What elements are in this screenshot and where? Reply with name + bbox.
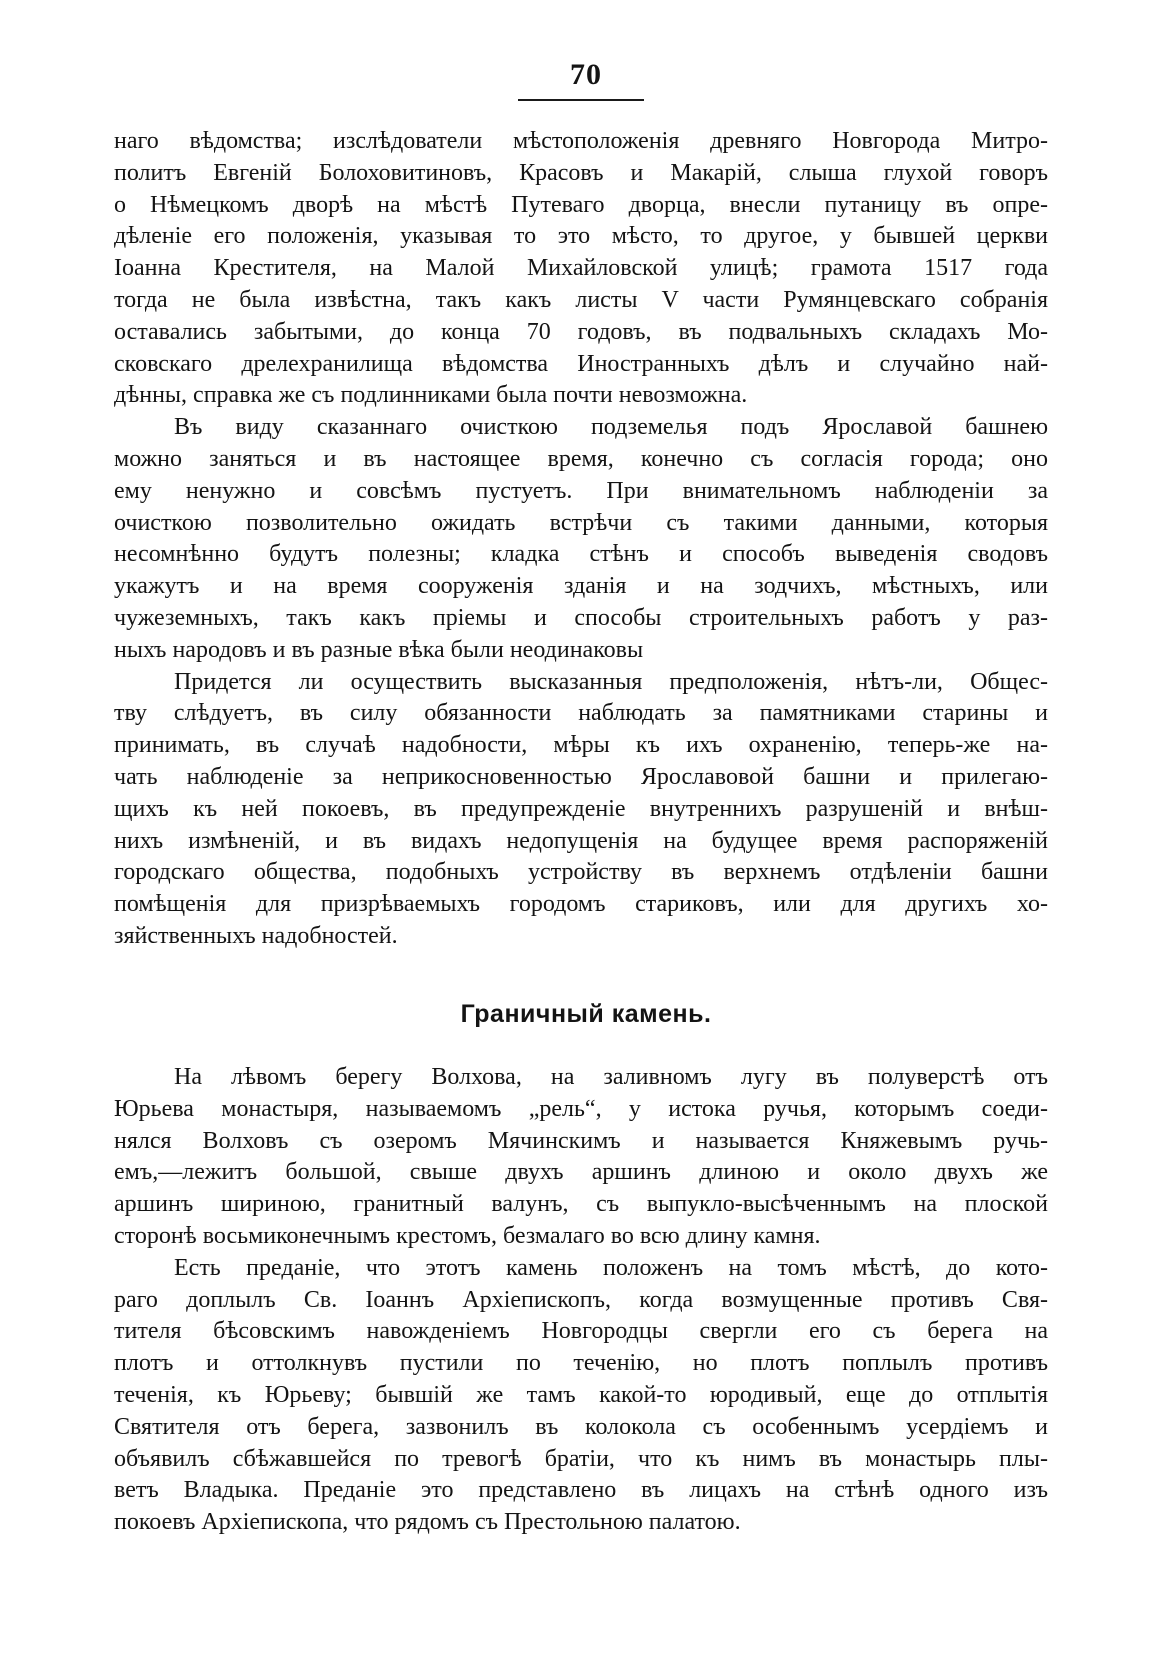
text-line: политъ Евгеній Болоховитиновъ, Красовъ и Макарій, слыша глухой говоръ [114,159,1048,186]
text-line: тогда не была извѣстна, такъ какъ листы V части Румянцевскаго собранія [114,286,1048,313]
text-line: очисткою позволительно ожидать встрѣчи съ такими данными, которыя [114,509,1048,536]
text-line: раго доплылъ Св. Іоаннъ Архіепископъ, когда возмущенные противъ Свя- [114,1286,1048,1313]
paragraph [114,667,1048,953]
text-line: Въ виду сказаннаго очисткою подземелья подъ Ярославой башнею [174,414,1048,441]
text-line: дѣнны, справка же съ подлинниками была почти невозможна. [114,382,748,409]
text-line: нихъ измѣненій, и въ видахъ недопущенія на будущее время распоряженій [114,827,1048,854]
section-title: Граничный камень. [460,1000,712,1028]
text-line: укажутъ и на время сооруженія зданія и на зодчихъ, мѣстныхъ, или [114,573,1048,600]
text-line: Есть преданіе, что этотъ камень положенъ на томъ мѣстѣ, до кото- [174,1254,1048,1281]
text-line: объявилъ сбѣжавшейся по тревогѣ братіи, что къ нимъ въ монастырь плы- [114,1445,1048,1472]
text-line: чать наблюденіе за неприкосновенностью Ярославовой башни и прилегаю- [114,763,1048,790]
page-number: 70 [570,58,602,91]
text-line: Святителя отъ берега, зазвонилъ въ колокола съ особеннымъ усердіемъ и [114,1413,1048,1440]
text-line: теченія, къ Юрьеву; бывшій же тамъ какой-то юродивый, еще до отплытія [114,1381,1048,1408]
text-line: зяйственныхъ надобностей. [114,922,398,949]
paragraph [114,1062,1048,1253]
text-line: наго вѣдомства; изслѣдователи мѣстоположенія древняго Новгорода Митро- [114,128,1048,154]
text-line: городскаго общества, подобныхъ устройству въ верхнемъ отдѣленіи башни [114,859,1048,886]
text-line: Юрьева монастыря, называемомъ „рель“, у истока ручья, которымъ соеди- [114,1095,1048,1122]
text-line: несомнѣнно будутъ полезны; кладка стѣнъ и способъ выведенія сводовъ [114,541,1048,568]
text-line: дѣленіе его положенія, указывая то это мѣсто, то другое, у бывшей церкви [114,223,1048,250]
text-line: аршинъ шириною, гранитный валунъ, съ выпукло-высѣченнымъ на плоской [114,1191,1048,1218]
text-line: помѣщенія для призрѣваемыхъ городомъ стариковъ, или для другихъ хо- [114,891,1048,918]
text-line: покоевъ Архіепископа, что рядомъ съ Престольною палатою. [114,1509,741,1536]
text-line: оставались забытыми, до конца 70 годовъ, въ подвальныхъ складахъ Мо- [114,318,1048,345]
text-line: принимать, въ случаѣ надобности, мѣры къ ихъ охраненію, теперь-же на- [114,732,1048,759]
text-line: На лѣвомъ берегу Волхова, на заливномъ лугу въ полуверстѣ отъ [174,1064,1048,1090]
text-line: о Нѣмецкомъ дворѣ на мѣстѣ Путеваго дворца, внесли путаницу въ опре- [114,191,1048,218]
page-number-rule [518,99,644,101]
text-line: тителя бѣсовскимъ навожденіемъ Новгородцы свергли его съ берега на [114,1318,1048,1345]
text-line: тву слѣдуетъ, въ силу обязанности наблюдать за памятниками старины и [114,700,1048,727]
text-line: ныхъ народовъ и въ разные вѣка были неодинаковы [114,636,644,663]
paragraph [114,1253,1048,1539]
text-line: нялся Волховъ съ озеромъ Мячинскимъ и называется Княжевымъ ручь- [114,1127,1048,1154]
text-line: ему ненужно и совсѣмъ пустуетъ. При внимательномъ наблюденіи за [114,477,1048,504]
text-line: Іоанна Крестителя, на Малой Михайловской улицѣ; грамота 1517 года [114,255,1048,282]
text-block-top [114,126,1048,953]
text-line: чужеземныхъ, такъ какъ пріемы и способы строительныхъ работъ у раз- [114,604,1048,631]
paragraph [114,126,1048,412]
text-block-bottom [114,1062,1048,1539]
text-line: можно заняться и въ настоящее время, конечно съ согласія города; оно [114,445,1048,472]
text-line: ветъ Владыка. Преданіе это представлено въ лицахъ на стѣнѣ одного изъ [114,1477,1048,1504]
text-line: щихъ къ ней покоевъ, въ предупрежденіе внутреннихъ разрушеній и внѣш- [114,795,1048,822]
text-line: емъ,—лежитъ большой, свыше двухъ аршинъ длиною и около двухъ же [114,1159,1048,1186]
text-line: сторонѣ восьмиконечнымъ крестомъ, безмалаго во всю длину камня. [114,1222,821,1249]
text-line: плотъ и оттолкнувъ пустили по теченію, но плотъ поплылъ противъ [114,1350,1048,1377]
text-line: Придется ли осуществить высказанныя предположенія, нѣтъ-ли, Общес- [174,668,1048,695]
text-line: сковскаго дрелехранилища вѣдомства Иностранныхъ дѣлъ и случайно най- [114,350,1048,377]
paragraph [114,412,1048,666]
